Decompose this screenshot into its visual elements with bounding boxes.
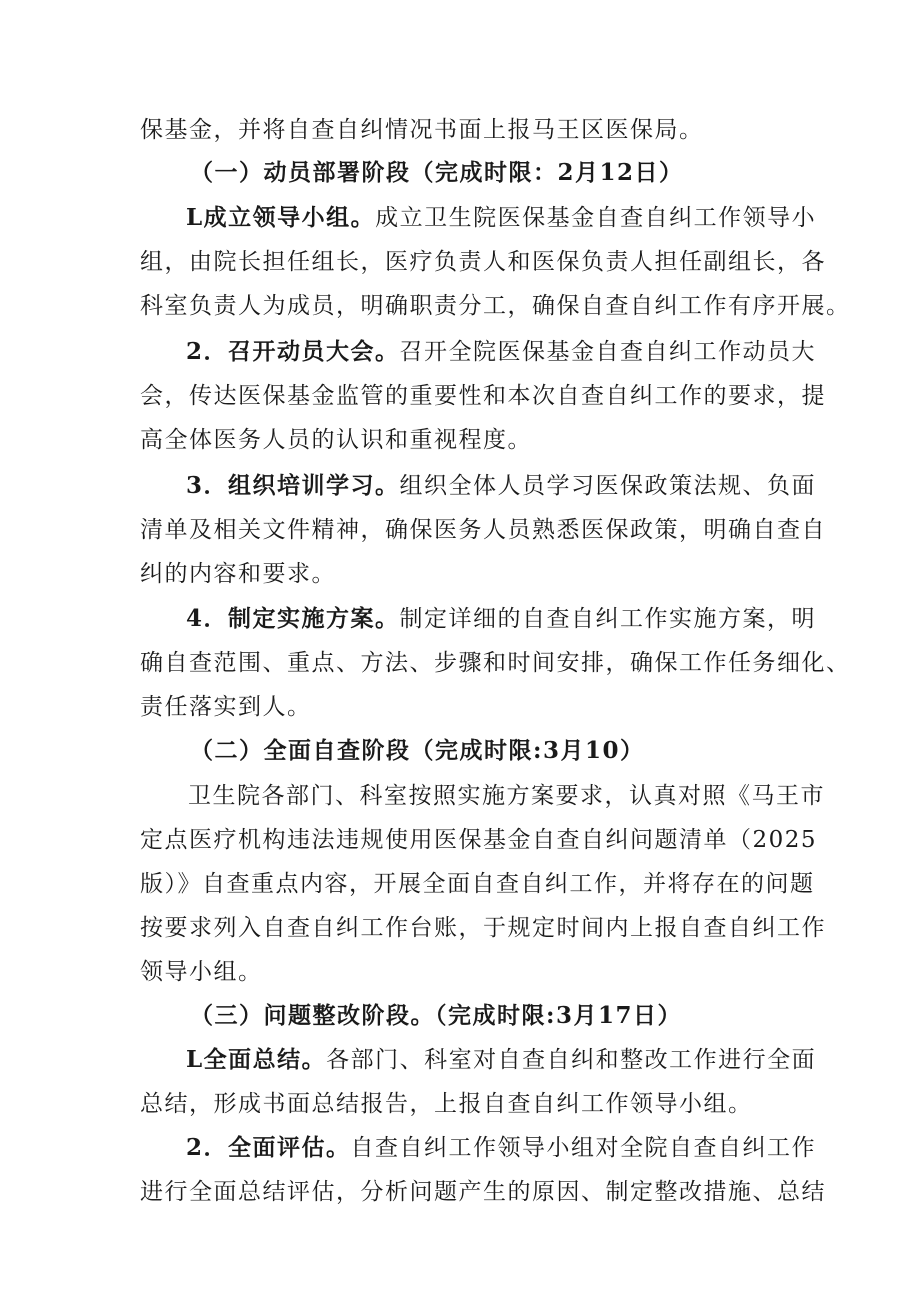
paragraph-first-line	[0, 202, 920, 234]
section-heading-1: （一）动员部署阶段（完成时限：2月12日）	[190, 159, 684, 186]
text-line: 版）》自查重点内容，开展全面自查自纠工作，并将存在的问题	[140, 871, 815, 897]
text-line: 总结，形成书面总结报告，上报自查自纠工作领导小组。	[140, 1091, 753, 1117]
item-lead: 3．组织培训学习。	[186, 472, 400, 499]
text-line: 保基金，并将自查自纠情况书面上报马王区医保局。	[140, 117, 704, 143]
text-line: 卫生院各部门、科室按照实施方案要求，认真对照《马王市	[188, 783, 825, 809]
paragraph-first-line	[0, 336, 920, 368]
paragraph-first-line	[0, 603, 920, 635]
item-text: 制定详细的自查自纠工作实施方案，明	[399, 606, 817, 632]
text-line: 高全体医务人员的认识和重视程度。	[140, 427, 532, 453]
paragraph-first-line	[0, 1044, 920, 1076]
item-text: 组织全体人员学习医保政策法规、负面	[399, 473, 817, 499]
item-lead: 2．全面评估。	[186, 1134, 351, 1161]
text-line: 会，传达医保基金监管的重要性和本次自查自纠工作的要求，提	[140, 383, 826, 409]
section-heading-3: （三）问题整改阶段。（完成时限:3月17日）	[190, 1002, 683, 1029]
text-line: 纠的内容和要求。	[140, 561, 336, 587]
text-line: 确自查范围、重点、方法、步骤和时间安排，确保工作任务细化、	[140, 650, 851, 676]
item-lead: 4．制定实施方案。	[186, 605, 400, 632]
text-line: 清单及相关文件精神，确保医务人员熟悉医保政策，明确自查自	[140, 517, 826, 543]
text-line: 按要求列入自查自纠工作台账，于规定时间内上报自查自纠工作	[140, 915, 826, 941]
item-lead: L成立领导小组。	[186, 204, 376, 231]
text-line: 组，由院长担任组长，医疗负责人和医保负责人担任副组长，各	[140, 249, 826, 275]
item-text: 召开全院医保基金自查自纠工作动员大	[399, 339, 817, 365]
paragraph-first-line	[0, 1132, 920, 1164]
text-line: 领导小组。	[140, 959, 263, 985]
paragraph-first-line	[0, 470, 920, 502]
text-line: 责任落实到人。	[140, 694, 312, 720]
item-text: 成立卫生院医保基金自查自纠工作领导小	[375, 205, 817, 231]
item-text: 自查自纠工作领导小组对全院自查自纠工作	[350, 1135, 817, 1161]
item-text: 各部门、科室对自查自纠和整改工作进行全面	[326, 1047, 817, 1073]
text-line: 科室负责人为成员，明确职责分工，确保自查自纠工作有序开展。	[140, 293, 851, 319]
text-line: 进行全面总结评估，分析问题产生的原因、制定整改措施、总结	[140, 1179, 826, 1205]
section-heading-2: （二）全面自查阶段（完成时限:3月10）	[190, 737, 645, 764]
item-lead: L全面总结。	[186, 1046, 327, 1073]
text-line: 定点医疗机构违法违规使用医保基金自查自纠问题清单（2025	[140, 827, 818, 853]
item-lead: 2．召开动员大会。	[186, 338, 400, 365]
